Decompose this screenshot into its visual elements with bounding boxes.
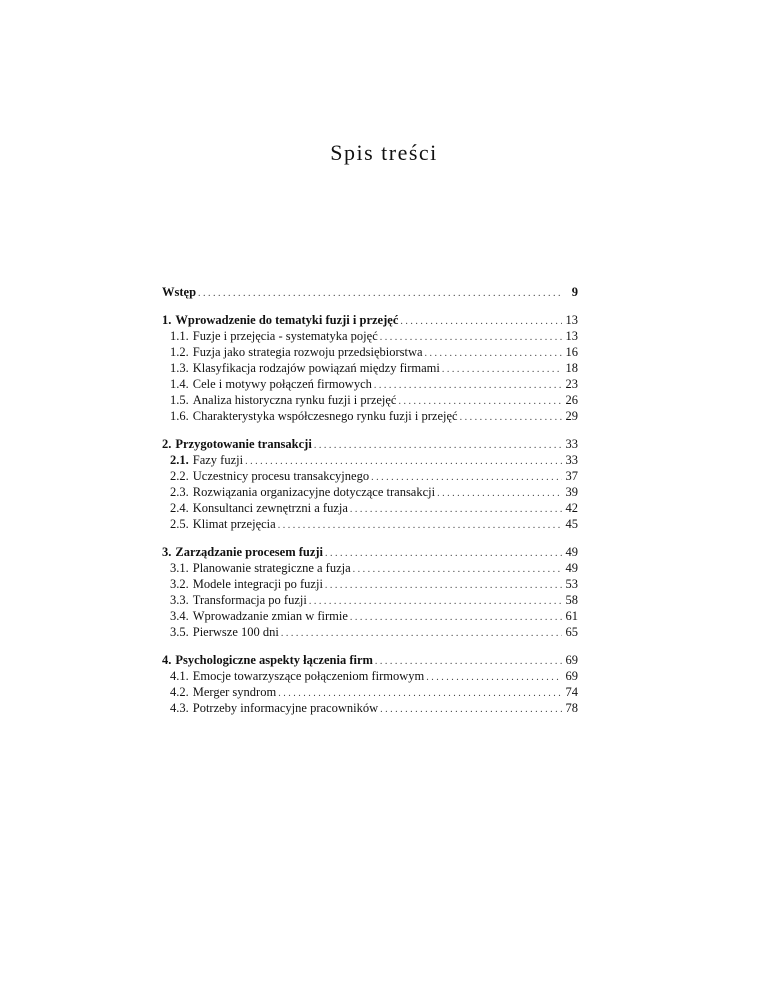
toc-section-label: Rozwiązania organizacyjne dotyczące transakcji <box>192 485 436 499</box>
toc-chapter-3[interactable] <box>162 544 578 560</box>
dot-leader <box>325 546 562 562</box>
toc-page-number: 9 <box>571 285 578 299</box>
toc-page-number: 13 <box>565 329 578 343</box>
toc-section-number: 3.1. <box>170 561 189 575</box>
toc-section-1-5[interactable] <box>162 392 578 408</box>
toc-section-label: Uczestnicy procesu transakcyjnego <box>192 469 370 483</box>
toc-section-label: Transformacja po fuzji <box>192 593 307 607</box>
toc-chapter-2[interactable] <box>162 436 578 452</box>
toc-section-2-5[interactable] <box>162 516 578 532</box>
toc-section-3-1[interactable] <box>162 560 578 576</box>
toc-section-label: Analiza historyczna rynku fuzji i przejęć <box>192 393 397 407</box>
toc-section-number: 3.4. <box>170 609 189 623</box>
toc-section-number: 4.3. <box>170 701 189 715</box>
toc-section-label: Emocje towarzyszące połączeniom firmowym <box>192 669 425 683</box>
toc-page-number: 16 <box>565 345 578 359</box>
dot-leader <box>425 346 562 362</box>
toc-section-number: 1.3. <box>170 361 189 375</box>
toc-section-3-5[interactable] <box>162 624 578 640</box>
dot-leader <box>350 502 562 518</box>
dot-leader <box>350 610 562 626</box>
toc-section-label: Modele integracji po fuzji <box>192 577 323 591</box>
toc-section-number: 1.5. <box>170 393 189 407</box>
toc-page-number: 78 <box>565 701 578 715</box>
toc-section-number: 3.2. <box>170 577 189 591</box>
toc-chapter-label: Psychologiczne aspekty łączenia firm <box>175 653 373 667</box>
toc-section-1-4[interactable] <box>162 376 578 392</box>
toc-section-number: 3.3. <box>170 593 189 607</box>
toc-section-label: Cele i motywy połączeń firmowych <box>192 377 372 391</box>
dot-leader <box>314 438 562 454</box>
toc-page-number: 49 <box>565 561 578 575</box>
toc-section-4-1[interactable] <box>162 668 578 684</box>
toc-section-1-3[interactable] <box>162 360 578 376</box>
toc-page-number: 18 <box>565 361 578 375</box>
toc-section-label: Potrzeby informacyjne pracowników <box>192 701 379 715</box>
toc-chapter-4[interactable] <box>162 652 578 668</box>
toc-page-number: 49 <box>565 545 578 559</box>
toc-page-number: 58 <box>565 593 578 607</box>
toc-page-number: 33 <box>565 437 578 451</box>
dot-leader <box>374 378 562 394</box>
toc-page-number: 53 <box>565 577 578 591</box>
toc-section-label: Fuzja jako strategia rozwoju przedsiębiorstwa <box>192 345 423 359</box>
toc-chapter-1[interactable] <box>162 312 578 328</box>
toc-section-number: 2.5. <box>170 517 189 531</box>
toc-section-label: Klimat przejęcia <box>192 517 276 531</box>
toc-section-label: Merger syndrom <box>192 685 277 699</box>
toc-section-label: Charakterystyka współczesnego rynku fuzji i przejęć <box>192 409 458 423</box>
toc-section-label: Fazy fuzji <box>192 453 244 467</box>
toc-chapter-number: 3. <box>162 545 172 559</box>
toc-section-label: Konsultanci zewnętrzni a fuzja <box>192 501 348 515</box>
toc-chapter-number: 4. <box>162 653 172 667</box>
toc-chapter-label: Wprowadzenie do tematyki fuzji i przejęć <box>175 313 399 327</box>
toc-section-2-3[interactable] <box>162 484 578 500</box>
dot-leader <box>380 702 562 718</box>
toc-section-label: Planowanie strategiczne a fuzja <box>192 561 351 575</box>
dot-leader <box>353 562 562 578</box>
page-title: Spis treści <box>330 140 438 165</box>
toc-section-3-4[interactable] <box>162 608 578 624</box>
toc-page-number: 74 <box>565 685 578 699</box>
toc-section-number: 2.1. <box>170 453 189 467</box>
dot-leader <box>460 410 562 426</box>
toc-page-number: 13 <box>565 313 578 327</box>
dot-leader <box>325 578 562 594</box>
toc-section-1-6[interactable] <box>162 408 578 424</box>
toc-chapter-label: Zarządzanie procesem fuzji <box>175 545 324 559</box>
toc-page-number: 23 <box>565 377 578 391</box>
toc-page-number: 33 <box>565 453 578 467</box>
table-of-contents <box>162 284 578 716</box>
toc-section-label: Wprowadzanie zmian w firmie <box>192 609 348 623</box>
toc-page-number: 69 <box>565 653 578 667</box>
toc-section-number: 2.3. <box>170 485 189 499</box>
toc-section-number: 4.1. <box>170 669 189 683</box>
toc-page-number: 61 <box>565 609 578 623</box>
toc-section-3-3[interactable] <box>162 592 578 608</box>
toc-section-number: 1.1. <box>170 329 189 343</box>
toc-chapter-number: 1. <box>162 313 172 327</box>
dot-leader <box>400 314 562 330</box>
toc-page-number: 29 <box>565 409 578 423</box>
toc-section-2-4[interactable] <box>162 500 578 516</box>
toc-section-3-2[interactable] <box>162 576 578 592</box>
toc-section-2-2[interactable] <box>162 468 578 484</box>
toc-section-number: 2.2. <box>170 469 189 483</box>
toc-section-1-1[interactable] <box>162 328 578 344</box>
toc-page-number: 42 <box>565 501 578 515</box>
toc-section-1-2[interactable] <box>162 344 578 360</box>
toc-page-number: 65 <box>565 625 578 639</box>
toc-section-number: 1.4. <box>170 377 189 391</box>
toc-section-4-3[interactable] <box>162 700 578 716</box>
toc-chapter-number: 2. <box>162 437 172 451</box>
toc-section-label: Pierwsze 100 dni <box>192 625 279 639</box>
toc-page-number: 26 <box>565 393 578 407</box>
dot-leader <box>278 518 562 534</box>
toc-section-4-2[interactable] <box>162 684 578 700</box>
toc-section-number: 1.2. <box>170 345 189 359</box>
dot-leader <box>437 486 562 502</box>
toc-section-label: Fuzje i przejęcia - systematyka pojęć <box>192 329 378 343</box>
toc-section-number: 4.2. <box>170 685 189 699</box>
toc-page-number: 37 <box>565 469 578 483</box>
toc-chapter-label: Przygotowanie transakcji <box>175 437 312 451</box>
toc-page-number: 39 <box>565 485 578 499</box>
toc-page-number: 45 <box>565 517 578 531</box>
toc-section-number: 3.5. <box>170 625 189 639</box>
toc-section-label: Klasyfikacja rodzajów powiązań między firmami <box>192 361 440 375</box>
toc-entry-label: Wstęp <box>162 285 197 299</box>
toc-section-2-1[interactable] <box>162 452 578 468</box>
dot-leader <box>281 626 562 642</box>
toc-section-number: 2.4. <box>170 501 189 515</box>
toc-section-number: 1.6. <box>170 409 189 423</box>
dot-leader <box>426 670 562 686</box>
dot-leader <box>442 362 562 378</box>
toc-entry-intro[interactable] <box>162 284 578 300</box>
dot-leader <box>198 286 562 302</box>
toc-page-number: 69 <box>565 669 578 683</box>
